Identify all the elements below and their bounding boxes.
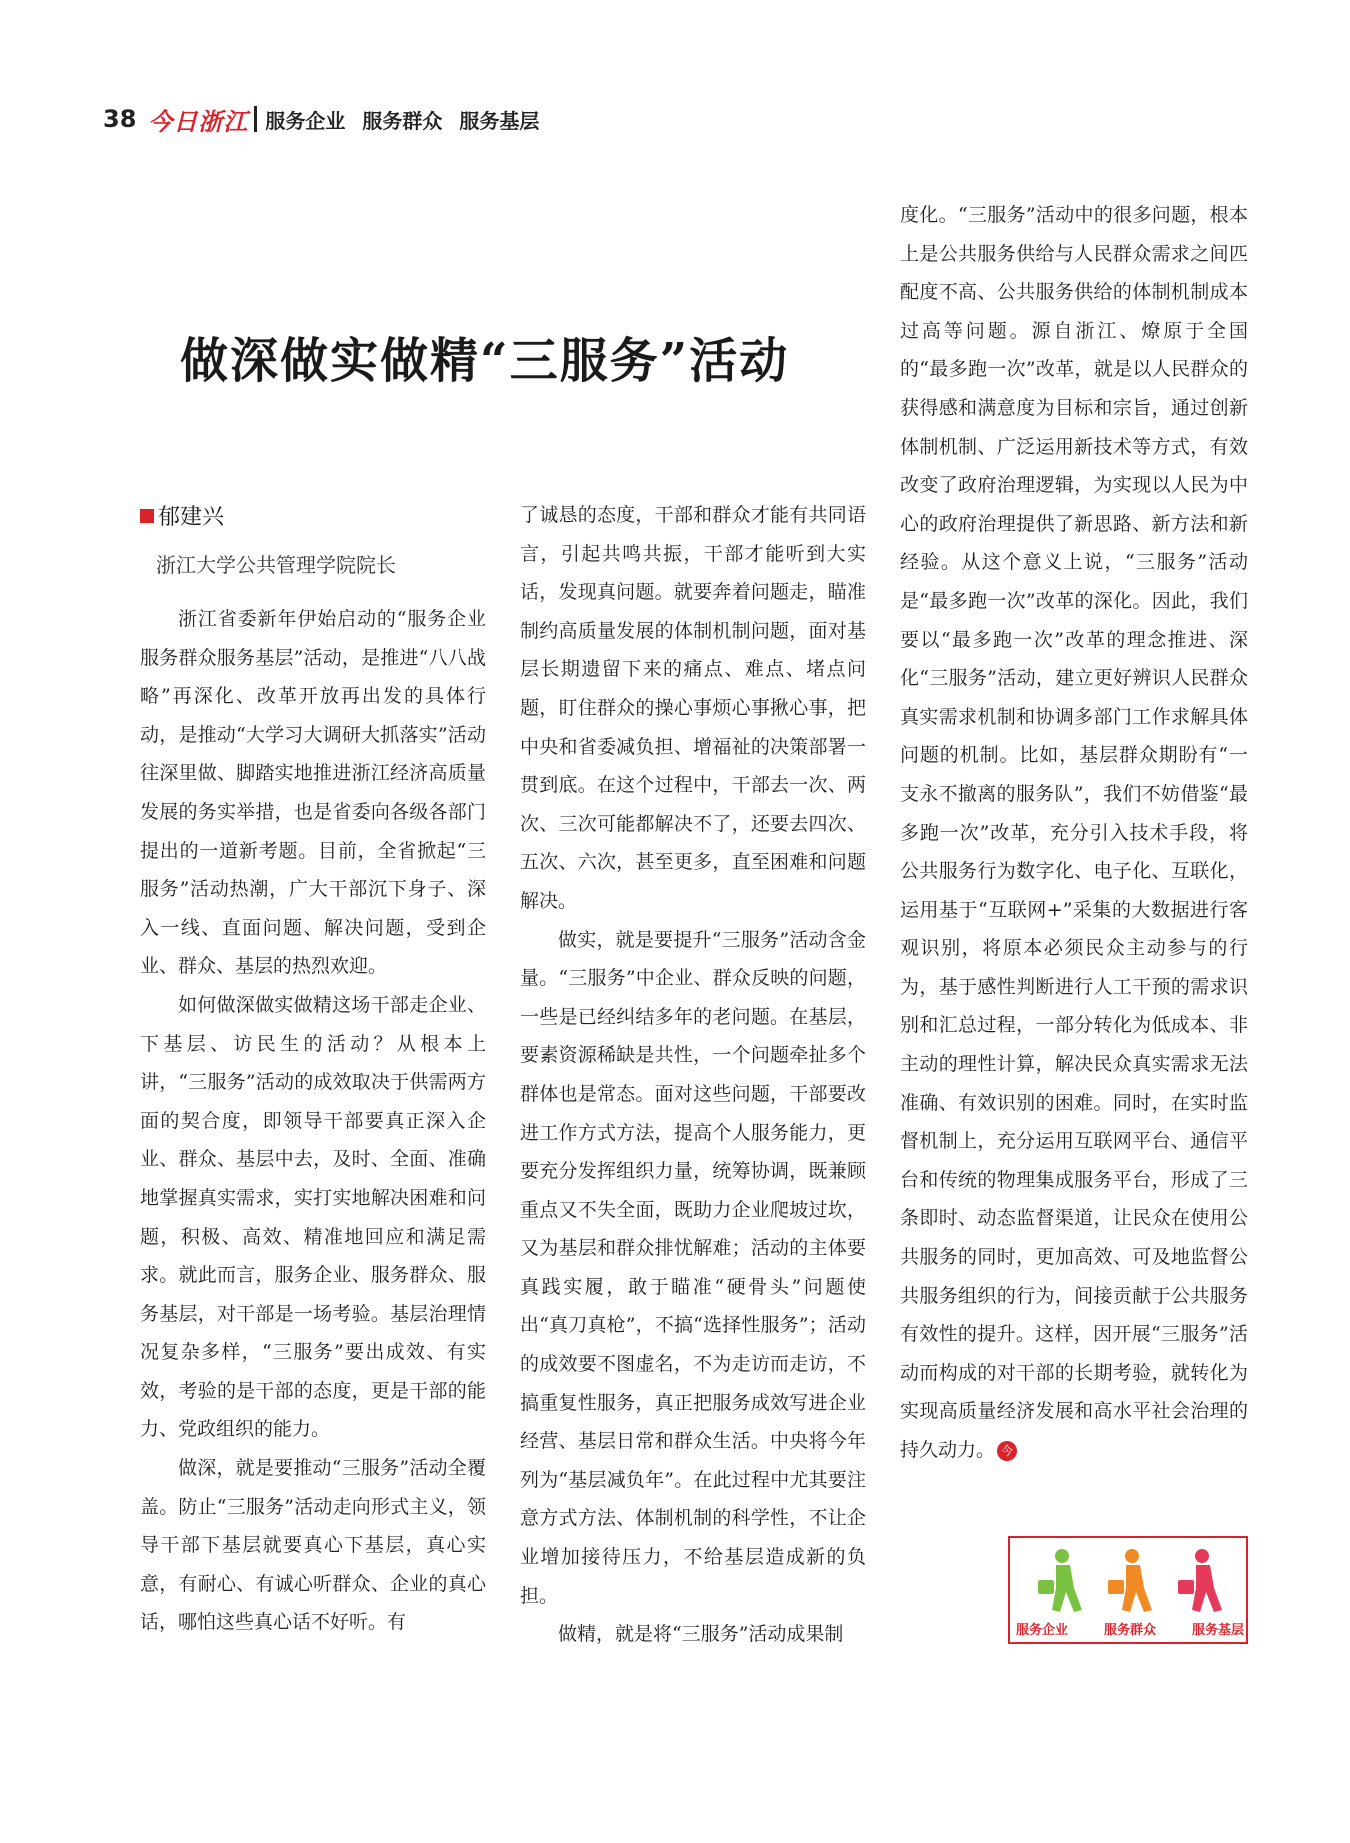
- slogan-item: 服务基层: [459, 108, 540, 133]
- logo-label: 服务群众: [1103, 1623, 1156, 1638]
- byline: [140, 500, 396, 578]
- article-title: 做深做实做精“三服务”活动: [180, 333, 790, 389]
- paragraph: 浙江省委新年伊始启动的“服务企业服务群众服务基层”活动，是推进“八八战略”再深化、改革开放再出发的具体行动，是推动“大学习大调研大抓落实”活动往深里做、脚踏实地推进浙江经济高质量发展的务实举措，也是省委向各级各部门提出的一道新考题。目前，全省掀起“三服务”活动热潮，广大干部沉下身子、深入一线、直面问题、解决问题，受到企业、群众、基层的热烈欢迎。: [140, 608, 486, 978]
- page-header: [103, 100, 549, 138]
- header-slogan: [265, 105, 549, 134]
- text-column-1: [140, 600, 486, 1642]
- slogan-item: 服务群众: [362, 108, 443, 133]
- walking-figures-icon: [1020, 1546, 1240, 1616]
- bullet-square-icon: [140, 509, 154, 523]
- paragraph: 了诚恳的态度，干部和群众才能有共同语言，引起共鸣共振，干部才能听到大实话，发现真问题。就要奔着问题走，瞄准制约高质量发展的体制机制问题，面对基层长期遗留下来的痛点、难点、堵点问题，盯住群众的操心事烦心事揪心事，把中央和省委减负担、增福祉的决策部署一贯到底。在这个过程中，干部去一次、两次、三次可能都解决不了，还要去四次、五次、六次，甚至更多，直至困难和问题解决。: [520, 504, 866, 912]
- paragraph: 做实，就是要提升“三服务”活动含金量。“三服务”中企业、群众反映的问题，一些是已经纠结多年的老问题。在基层，要素资源稀缺是共性，一个问题牵扯多个群体也是常态。面对这些问题，干部要改进工作方式方法，提高个人服务能力，更要充分发挥组织力量，统筹协调，既兼顾重点又不失全面，既助力企业爬坡过坎，又为基层和群众排忧解难；活动的主体要真践实履，敢于瞄准“硬骨头”问题使出“真刀真枪”，不搞“选择性服务”；活动的成效要不图虚名，不为走访而走访，不搞重复性服务，真正把服务成效写进企业经营、基层日常和群众生活。中央将今年列为“基层减负年”。在此过程中尤其要注意方式方法、体制机制的科学性，不让企业增加接待压力，不给基层造成新的负担。: [520, 928, 866, 1607]
- logo-caption: [1016, 1619, 1244, 1638]
- three-services-logo: [1008, 1536, 1248, 1644]
- header-divider: [254, 106, 257, 132]
- paragraph: [900, 196, 1248, 1470]
- paragraph: 做深，就是要推动“三服务”活动全覆盖。防止“三服务”活动走向形式主义，领导干部下基层就要真心下基层，真心实意，有耐心、有诚心听群众、企业的真心话，哪怕这些真心话不好听。有: [140, 1457, 486, 1634]
- page-number: 38: [103, 105, 137, 133]
- logo-label: 服务企业: [1016, 1623, 1069, 1638]
- text-column-3: [900, 196, 1248, 1470]
- figure-orange: [1108, 1549, 1152, 1612]
- magazine-logo: 今日浙江: [148, 106, 249, 136]
- figure-green: [1038, 1549, 1082, 1612]
- paragraph-text: 度化。“三服务”活动中的很多问题，根本上是公共服务供给与人民群众需求之间匹配度不高、公共服务供给的体制机制成本过高等问题。源自浙江、燎原于全国的“最多跑一次”改革，就是以人民群众的获得感和满意度为目标和宗旨，通过创新体制机制、广泛运用新技术等方式，有效改变了政府治理逻辑，为实现以人民为中心的政府治理提供了新思路、新方法和新经验。从这个意义上说，“三服务”活动是“最多跑一次”改革的深化。因此，我们要以“最多跑一次”改革的理念推进、深化“三服务”活动，建立更好辨识人民群众真实需求机制和协调多部门工作求解具体问题的机制。比如，基层群众期盼有“一支永不撤离的服务队”，我们不妨借鉴“最多跑一次”改革，充分引入技术手段，将公共服务行为数字化、电子化、互联化，运用基于“互联网+”采集的大数据进行客观识别，将原本必须民众主动参与的行为，基于感性判断进行人工干预的需求识别和汇总过程，一部分转化为低成本、非主动的理性计算，解决民众真实需求无法准确、有效识别的困难。同时，在实时监督机制上，充分运用互联网平台、通信平台和传统的物理集成服务平台，形成了三条即时、动态监督渠道，让民众在使用公共服务的同时，更加高效、可及地监督公共服务组织的行为，间接贡献于公共服务有效性的提升。这样，因开展“三服务”活动而构成的对干部的长期考验，就转化为实现高质量经济发展和高水平社会治理的持久动力。: [900, 204, 1248, 1461]
- author: [140, 500, 396, 531]
- slogan-item: 服务企业: [265, 108, 346, 133]
- logo-label: 服务基层: [1191, 1623, 1244, 1638]
- end-mark-icon: 今: [997, 1441, 1017, 1461]
- text-column-2: [520, 496, 866, 1654]
- figure-pink: [1178, 1549, 1222, 1612]
- author-name: 郁建兴: [158, 505, 225, 530]
- author-affiliation: 浙江大学公共管理学院院长: [156, 553, 396, 577]
- paragraph: 如何做深做实做精这场干部走企业、下基层、访民生的活动？从根本上讲，“三服务”活动的成效取决于供需两方面的契合度，即领导干部要真正深入企业、群众、基层中去，及时、全面、准确地掌握真实需求，实打实地解决困难和问题，积极、高效、精准地回应和满足需求。就此而言，服务企业、服务群众、服务基层，对干部是一场考验。基层治理情况复杂多样，“三服务”要出成效、有实效，考验的是干部的态度，更是干部的能力、党政组织的能力。: [140, 993, 486, 1441]
- paragraph: 做精，就是将“三服务”活动成果制: [558, 1623, 844, 1646]
